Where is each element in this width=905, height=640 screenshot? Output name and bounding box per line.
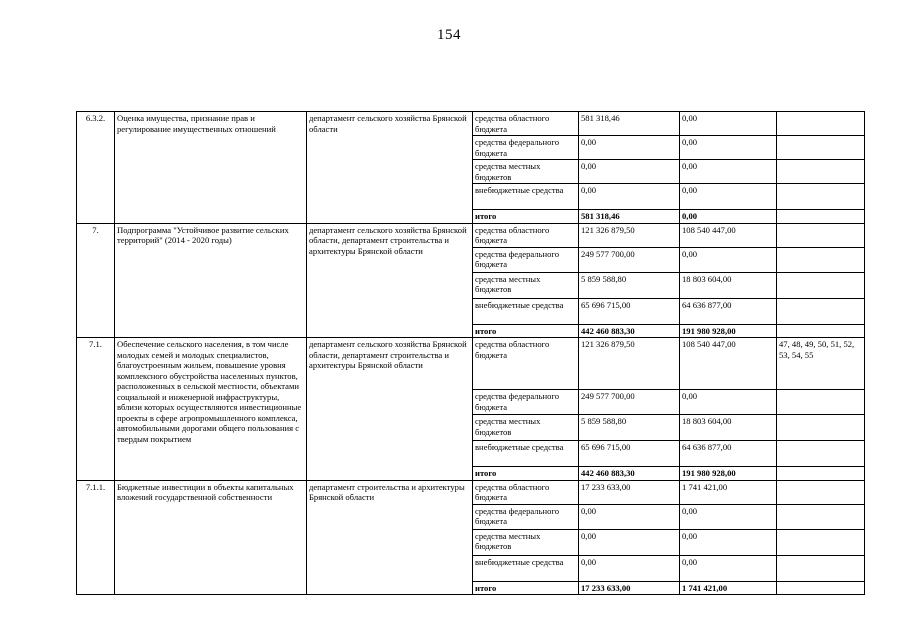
item-name: Бюджетные инвестиции в объекты капитальных вложений государственной собственности xyxy=(115,480,307,595)
indicator-numbers: 47, 48, 49, 50, 51, 52, 53, 54, 55 xyxy=(777,338,865,390)
funding-source: внебюджетные средства xyxy=(473,555,579,581)
amount-value-1: 249 577 700,00 xyxy=(579,247,680,272)
funding-source: средства федерального бюджета xyxy=(473,136,579,160)
item-executor: департамент сельского хозяйства Брянской области, департамент строительства и архитектуры Брянской области xyxy=(307,338,473,481)
amount-value-1: 5 859 588,80 xyxy=(579,415,680,441)
funding-source: средства областного бюджета xyxy=(473,112,579,136)
amount-value-2: 1 741 421,00 xyxy=(680,480,777,504)
empty-cell xyxy=(777,184,865,210)
page-number: 154 xyxy=(437,27,461,43)
funding-source: итого xyxy=(473,210,579,224)
budget-table xyxy=(76,111,865,595)
funding-source: средства федерального бюджета xyxy=(473,504,579,529)
amount-value-2: 18 803 604,00 xyxy=(680,272,777,298)
amount-value-1: 0,00 xyxy=(579,504,680,529)
amount-value-2: 0,00 xyxy=(680,529,777,555)
empty-cell xyxy=(777,581,865,595)
amount-value-1: 0,00 xyxy=(579,555,680,581)
amount-value-1: 121 326 879,50 xyxy=(579,338,680,390)
amount-value-2: 1 741 421,00 xyxy=(680,581,777,595)
amount-value-2: 191 980 928,00 xyxy=(680,467,777,481)
funding-source: средства федерального бюджета xyxy=(473,390,579,415)
amount-value-2: 108 540 447,00 xyxy=(680,338,777,390)
indicator-numbers xyxy=(777,223,865,247)
item-name: Обеспечение сельского населения, в том числе молодых семей и молодых специалистов, благоустроенным жильем, повышение уровня комплексного обустройства населенных пунктов, расположенных в сельской местности, объектами социальной и инженерной инфраструктуры, вблизи которых осуществляются инвестиционные проекты в сфере агропромышленного комплекса, автомобильными дорогами общего пользования с твердым покрытием xyxy=(115,338,307,481)
funding-source: итого xyxy=(473,581,579,595)
funding-source: средства местных бюджетов xyxy=(473,160,579,184)
item-code: 7.1.1. xyxy=(77,480,115,595)
empty-cell xyxy=(777,210,865,224)
table-row xyxy=(77,480,865,504)
amount-value-1: 0,00 xyxy=(579,184,680,210)
amount-value-2: 191 980 928,00 xyxy=(680,324,777,338)
empty-cell xyxy=(777,441,865,467)
amount-value-1: 442 460 883,30 xyxy=(579,324,680,338)
empty-cell xyxy=(777,298,865,324)
empty-cell xyxy=(777,529,865,555)
amount-value-2: 0,00 xyxy=(680,555,777,581)
funding-source: внебюджетные средства xyxy=(473,441,579,467)
empty-cell xyxy=(777,272,865,298)
amount-value-1: 0,00 xyxy=(579,136,680,160)
funding-source: средства местных бюджетов xyxy=(473,415,579,441)
empty-cell xyxy=(777,247,865,272)
amount-value-2: 0,00 xyxy=(680,504,777,529)
item-executor: департамент строительства и архитектуры Брянской области xyxy=(307,480,473,595)
amount-value-2: 64 636 877,00 xyxy=(680,441,777,467)
empty-cell xyxy=(777,415,865,441)
amount-value-1: 0,00 xyxy=(579,529,680,555)
amount-value-2: 0,00 xyxy=(680,136,777,160)
empty-cell xyxy=(777,467,865,481)
item-executor: департамент сельского хозяйства Брянской области xyxy=(307,112,473,224)
amount-value-1: 121 326 879,50 xyxy=(579,223,680,247)
empty-cell xyxy=(777,324,865,338)
amount-value-1: 249 577 700,00 xyxy=(579,390,680,415)
amount-value-1: 581 318,46 xyxy=(579,210,680,224)
item-name: Оценка имущества, признание прав и регулирование имущественных отношений xyxy=(115,112,307,224)
amount-value-2: 0,00 xyxy=(680,160,777,184)
empty-cell xyxy=(777,390,865,415)
empty-cell xyxy=(777,504,865,529)
table-row xyxy=(77,338,865,390)
amount-value-2: 108 540 447,00 xyxy=(680,223,777,247)
amount-value-2: 0,00 xyxy=(680,184,777,210)
amount-value-1: 5 859 588,80 xyxy=(579,272,680,298)
amount-value-2: 0,00 xyxy=(680,247,777,272)
item-code: 7. xyxy=(77,223,115,338)
budget-table-body xyxy=(77,112,865,595)
amount-value-1: 65 696 715,00 xyxy=(579,298,680,324)
funding-source: средства федерального бюджета xyxy=(473,247,579,272)
item-code: 7.1. xyxy=(77,338,115,481)
empty-cell xyxy=(777,136,865,160)
funding-source: средства областного бюджета xyxy=(473,223,579,247)
funding-source: средства местных бюджетов xyxy=(473,529,579,555)
amount-value-1: 581 318,46 xyxy=(579,112,680,136)
amount-value-1: 17 233 633,00 xyxy=(579,480,680,504)
empty-cell xyxy=(777,555,865,581)
item-code: 6.3.2. xyxy=(77,112,115,224)
item-executor: департамент сельского хозяйства Брянской области, департамент строительства и архитектуры Брянской области xyxy=(307,223,473,338)
funding-source: средства областного бюджета xyxy=(473,480,579,504)
table-row xyxy=(77,223,865,247)
amount-value-2: 18 803 604,00 xyxy=(680,415,777,441)
amount-value-2: 0,00 xyxy=(680,112,777,136)
amount-value-2: 0,00 xyxy=(680,390,777,415)
funding-source: итого xyxy=(473,324,579,338)
funding-source: средства областного бюджета xyxy=(473,338,579,390)
funding-source: внебюджетные средства xyxy=(473,184,579,210)
table-row xyxy=(77,112,865,136)
indicator-numbers xyxy=(777,112,865,136)
amount-value-2: 0,00 xyxy=(680,210,777,224)
empty-cell xyxy=(777,160,865,184)
amount-value-2: 64 636 877,00 xyxy=(680,298,777,324)
funding-source: внебюджетные средства xyxy=(473,298,579,324)
amount-value-1: 17 233 633,00 xyxy=(579,581,680,595)
amount-value-1: 0,00 xyxy=(579,160,680,184)
indicator-numbers xyxy=(777,480,865,504)
amount-value-1: 442 460 883,30 xyxy=(579,467,680,481)
funding-source: итого xyxy=(473,467,579,481)
amount-value-1: 65 696 715,00 xyxy=(579,441,680,467)
item-name: Подпрограмма "Устойчивое развитие сельских территорий" (2014 - 2020 годы) xyxy=(115,223,307,338)
funding-source: средства местных бюджетов xyxy=(473,272,579,298)
